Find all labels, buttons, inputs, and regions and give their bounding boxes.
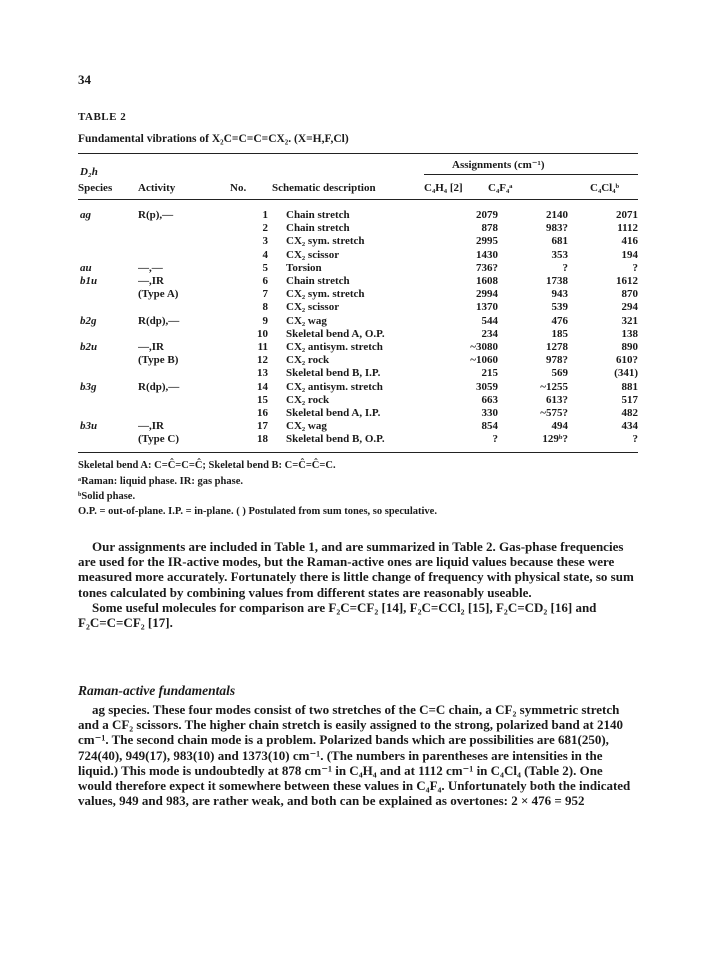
- species-cell: b3u: [80, 420, 98, 433]
- description-cell: CX₂ rock: [286, 354, 330, 367]
- c4h4-value-cell: 330: [481, 407, 498, 420]
- activity-cell: R(dp),—: [138, 380, 180, 393]
- c4h4-value-cell: 234: [481, 327, 498, 340]
- c4h4-header: C₄H₄ [2]: [424, 182, 463, 194]
- c4cl4-value-cell: 1112: [617, 222, 638, 235]
- species-cell: b2u: [80, 341, 98, 354]
- description-cell: CX₂ scissor: [286, 248, 340, 261]
- activity-cell: [138, 328, 222, 341]
- description-cell: CX₂ wag: [286, 314, 327, 327]
- c4f4-value-cell: 494: [551, 420, 568, 433]
- description-cell: Chain stretch: [286, 275, 350, 288]
- activity-cell: [138, 394, 222, 407]
- activity-header: Activity: [138, 182, 176, 194]
- species-cell: [78, 407, 138, 420]
- table-row: [78, 209, 644, 222]
- c4f4-value-cell: 185: [551, 327, 568, 340]
- table-row: [78, 420, 644, 433]
- species-cell: [78, 433, 138, 446]
- species-cell: [78, 328, 138, 341]
- mode-number-cell: 11: [257, 341, 268, 354]
- table-row: [78, 367, 644, 380]
- c4cl4-value-cell: 610?: [616, 354, 638, 367]
- c4cl4-value-cell: 870: [621, 288, 638, 301]
- description-cell: CX₂ antisym. stretch: [286, 380, 383, 393]
- table-row: [78, 394, 644, 407]
- assignments-rule: [424, 174, 638, 175]
- table-row: [78, 433, 644, 446]
- activity-cell: (Type B): [138, 354, 179, 367]
- c4h4-value-cell: ~3080: [470, 341, 498, 354]
- activity-cell: [138, 235, 222, 248]
- c4f4-value-cell: ~575?: [540, 407, 568, 420]
- table-label: TABLE 2: [78, 111, 127, 123]
- description-cell: Skeletal bend A, O.P.: [286, 327, 385, 340]
- mode-number-cell: 5: [262, 261, 268, 274]
- activity-cell: R(dp),—: [138, 314, 180, 327]
- c4f4-value-cell: 613?: [546, 393, 568, 406]
- c4h4-value-cell: ~1060: [470, 354, 498, 367]
- species-cell: [78, 222, 138, 235]
- c4f4-value-cell: 1278: [546, 341, 568, 354]
- mode-number-cell: 14: [257, 380, 268, 393]
- activity-cell: (Type C): [138, 433, 180, 446]
- c4cl4-value-cell: ?: [632, 261, 638, 274]
- activity-cell: R(p),—: [138, 209, 174, 221]
- mode-number-cell: 10: [257, 327, 268, 340]
- table-row: [78, 341, 644, 354]
- c4h4-value-cell: 215: [481, 367, 498, 380]
- c4f4-value-cell: ~1255: [540, 380, 568, 393]
- c4cl4-value-cell: 517: [621, 393, 638, 406]
- species-cell: ag: [80, 209, 91, 221]
- species-cell: [78, 367, 138, 380]
- c4h4-value-cell: 2994: [476, 288, 498, 301]
- mode-number-cell: 6: [262, 275, 268, 288]
- c4f4-value-cell: 1738: [546, 275, 568, 288]
- table-row: [78, 275, 644, 288]
- table-row: [78, 354, 644, 367]
- c4h4-value-cell: 3059: [476, 380, 498, 393]
- description-cell: CX₂ wag: [286, 420, 327, 433]
- c4f4-value-cell: 2140: [546, 209, 568, 221]
- c4cl4-header: C₄Cl₄ᵇ: [590, 182, 620, 194]
- c4f4-header: C₄F₄ᵃ: [488, 182, 513, 194]
- table-row: [78, 235, 644, 248]
- paragraph-comparison: Some useful molecules for comparison are F₂C=CF₂ [14], F₂C=CCl₂ [15], F₂C=CD₂ [16] and F₂C=C=CF₂ [17].: [78, 599, 597, 631]
- c4f4-value-cell: 129ᵇ?: [542, 433, 568, 446]
- c4cl4-value-cell: (341): [614, 367, 638, 380]
- c4f4-value-cell: 983?: [546, 222, 568, 235]
- description-cell: Skeletal bend B, O.P.: [286, 433, 385, 446]
- c4f4-value-cell: 353: [551, 248, 568, 261]
- table-row: [78, 407, 644, 420]
- c4h4-value-cell: 2079: [476, 209, 498, 221]
- species-header: Species: [78, 182, 113, 194]
- c4cl4-value-cell: 194: [621, 248, 638, 261]
- activity-cell: [138, 222, 222, 235]
- c4h4-value-cell: 1430: [476, 248, 498, 261]
- paragraph-ag-species: ag species. These four modes consist of two stretches of the C=C chain, a CF₂ symmetric stretch and a CF₂ scissors. The higher chain stretch is easily assigned to the strong, polarized band at 2140 cm⁻¹. The second chain mode is a problem. Polarized bands which are possibilities are 681(250), 724(40), 949(17), 983(10) and 1373(10) cm⁻¹. (The numbers in parentheses are intensities in the liquid.) This mode is undoubtedly at 878 cm⁻¹ in C₄H₄ and at 1112 cm⁻¹ in C₄Cl₄ (Table 2). One would therefore expect it somewhere between these values in C₄F₄. Unfortunately both the indicated values, 949 and 983, are rather weak, and both can be explained as overtones: 2 × 476 = 952: [78, 702, 631, 809]
- c4cl4-value-cell: 434: [621, 420, 638, 433]
- species-cell: [78, 301, 138, 314]
- description-cell: CX₂ antisym. stretch: [286, 341, 383, 354]
- vibrations-table: [78, 209, 644, 447]
- mode-number-cell: 2: [262, 222, 268, 235]
- activity-cell: —,IR: [138, 275, 164, 288]
- mode-number-cell: 15: [257, 393, 268, 406]
- species-cell: [78, 394, 138, 407]
- mode-number-cell: 12: [257, 354, 268, 367]
- mode-number-cell: 18: [257, 433, 268, 446]
- c4f4-value-cell: 476: [551, 314, 568, 327]
- c4f4-value-cell: 943: [551, 288, 568, 301]
- description-cell: CX₂ sym. stretch: [286, 288, 365, 301]
- c4f4-value-cell: 978?: [546, 354, 568, 367]
- description-header: Schematic description: [272, 182, 376, 194]
- activity-cell: —,IR: [138, 420, 164, 433]
- table-row: [78, 262, 644, 275]
- table-row: [78, 288, 644, 301]
- activity-cell: [138, 249, 222, 262]
- species-cell: b2g: [80, 314, 97, 327]
- activity-cell: —,—: [138, 261, 163, 274]
- description-cell: Skeletal bend B, I.P.: [286, 367, 381, 380]
- c4f4-value-cell: ?: [562, 261, 568, 274]
- body-intro: [78, 539, 638, 630]
- table-row: [78, 222, 644, 235]
- activity-cell: [138, 301, 222, 314]
- description-cell: CX₂ rock: [286, 393, 330, 406]
- mode-number-cell: 17: [257, 420, 268, 433]
- c4cl4-value-cell: 1612: [616, 275, 638, 288]
- c4h4-value-cell: 544: [481, 314, 498, 327]
- c4cl4-value-cell: 138: [621, 327, 638, 340]
- table-row: [78, 301, 644, 314]
- mode-number-cell: 3: [262, 235, 268, 248]
- table-row: [78, 381, 644, 394]
- table-row: [78, 328, 644, 341]
- c4h4-value-cell: 663: [481, 393, 498, 406]
- table-note-raman: ᵃRaman: liquid phase. IR: gas phase.: [78, 476, 243, 487]
- body-raman: [78, 702, 638, 808]
- activity-cell: (Type A): [138, 288, 179, 301]
- c4cl4-value-cell: 321: [621, 314, 638, 327]
- c4h4-value-cell: 2995: [476, 235, 498, 248]
- table-bottom-rule: [78, 452, 638, 453]
- c4h4-value-cell: 1370: [476, 301, 498, 314]
- c4cl4-value-cell: ?: [632, 433, 638, 446]
- no-header: No.: [230, 182, 247, 194]
- table-caption: Fundamental vibrations of X₂C=C=C=CX₂. (X=H,F,Cl): [78, 133, 349, 145]
- c4cl4-value-cell: 890: [621, 341, 638, 354]
- c4h4-value-cell: 878: [481, 222, 498, 235]
- species-cell: b1u: [80, 275, 98, 288]
- table-note-abbrev: O.P. = out-of-plane. I.P. = in-plane. ( ) Postulated from sum tones, so speculative.: [78, 506, 437, 517]
- description-cell: Chain stretch: [286, 222, 350, 235]
- species-cell: [78, 354, 138, 367]
- table-note-skeletal: Skeletal bend A: C=Ĉ=C=Ĉ; Skeletal bend B: C=Ĉ=Ĉ=C.: [78, 460, 336, 471]
- c4f4-value-cell: 569: [551, 367, 568, 380]
- table-note-solid: ᵇSolid phase.: [78, 491, 136, 502]
- mode-number-cell: 13: [257, 367, 268, 380]
- c4cl4-value-cell: 416: [621, 235, 638, 248]
- species-cell: au: [80, 261, 92, 274]
- c4cl4-value-cell: 881: [621, 380, 638, 393]
- c4cl4-value-cell: 482: [621, 407, 638, 420]
- c4cl4-value-cell: 2071: [616, 209, 638, 221]
- species-cell: [78, 235, 138, 248]
- description-cell: Torsion: [286, 261, 322, 274]
- c4f4-value-cell: 539: [551, 301, 568, 314]
- mode-number-cell: 8: [262, 301, 268, 314]
- table-row: [78, 315, 644, 328]
- page-number: 34: [78, 72, 91, 87]
- c4h4-value-cell: ?: [492, 433, 498, 446]
- activity-cell: —,IR: [138, 341, 164, 354]
- activity-cell: [138, 407, 222, 420]
- description-cell: CX₂ sym. stretch: [286, 235, 365, 248]
- mode-number-cell: 7: [262, 288, 268, 301]
- mode-number-cell: 1: [262, 209, 268, 221]
- mode-number-cell: 4: [262, 248, 268, 261]
- species-cell: b3g: [80, 380, 97, 393]
- description-cell: Chain stretch: [286, 209, 350, 221]
- description-cell: Skeletal bend A, I.P.: [286, 407, 381, 420]
- c4f4-value-cell: 681: [551, 235, 568, 248]
- header-rule: [78, 199, 638, 200]
- species-cell: [78, 288, 138, 301]
- assignments-header: Assignments (cm⁻¹): [452, 159, 545, 171]
- mode-number-cell: 9: [262, 314, 268, 327]
- table-top-rule: [78, 153, 638, 154]
- activity-cell: [138, 367, 222, 380]
- c4cl4-value-cell: 294: [621, 301, 638, 314]
- paragraph-assignments: Our assignments are included in Table 1, and are summarized in Table 2. Gas-phase frequencies are used for the IR-active modes, but the Raman-active ones are liquid values because these were measured more accurately. Fortunately there is little change of frequency with physical state, so sum tones calculated by combining values from different states are reasonably useable.: [78, 539, 634, 600]
- section-heading: Raman-active fundamentals: [78, 683, 236, 698]
- point-group-label: D₂h: [80, 166, 98, 178]
- mode-number-cell: 16: [257, 407, 268, 420]
- description-cell: CX₂ scissor: [286, 301, 340, 314]
- c4h4-value-cell: 736?: [476, 261, 498, 274]
- table-row: [78, 249, 644, 262]
- c4h4-value-cell: 1608: [476, 275, 498, 288]
- c4h4-value-cell: 854: [481, 420, 498, 433]
- species-cell: [78, 249, 138, 262]
